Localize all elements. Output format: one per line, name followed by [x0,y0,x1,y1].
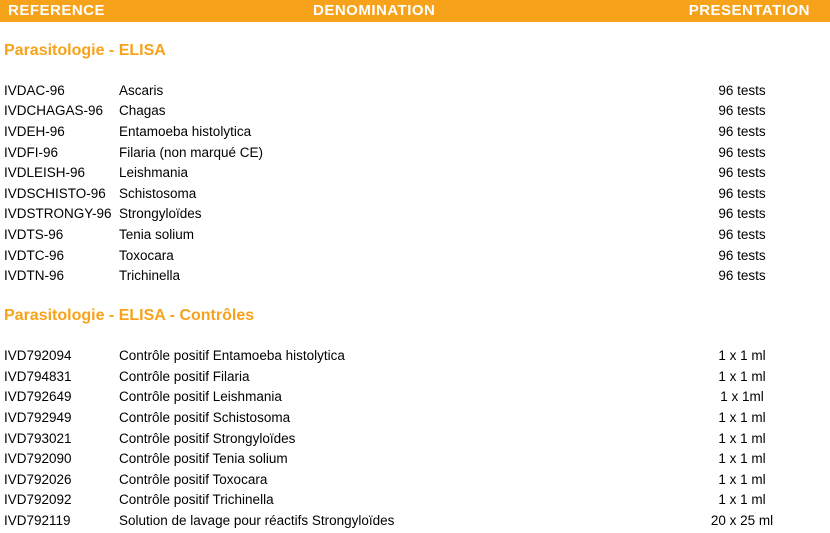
row-denomination: Contrôle positif Schistosoma [119,410,291,425]
row-denomination: Entamoeba histolytica [119,124,252,139]
row-reference: IVDFI-96 [4,145,59,160]
row-presentation: 96 tests [718,83,766,98]
row-reference: IVDSTRONGY-96 [4,206,112,221]
table-row [0,83,830,103]
row-presentation: 96 tests [718,124,766,139]
table-row [0,145,830,165]
row-reference: IVD794831 [4,369,72,384]
row-denomination: Toxocara [119,248,174,263]
row-presentation: 96 tests [718,248,766,263]
row-denomination: Contrôle positif Toxocara [119,472,268,487]
section-title-controles: Parasitologie - ELISA - Contrôles [4,307,255,324]
row-presentation: 1 x 1 ml [718,472,766,487]
row-reference: IVD792026 [4,472,72,487]
row-denomination: Strongyloïdes [119,206,202,221]
row-reference: IVD792649 [4,389,72,404]
row-reference: IVD792092 [4,492,72,507]
table-row [0,472,830,492]
table-header [0,0,830,22]
row-presentation: 96 tests [718,186,766,201]
table-row [0,410,830,430]
row-presentation: 1 x 1 ml [718,451,766,466]
row-presentation: 96 tests [718,103,766,118]
row-reference: IVD792949 [4,410,72,425]
section-title-elisa: Parasitologie - ELISA [4,42,166,59]
table-row [0,248,830,268]
row-presentation: 1 x 1 ml [718,348,766,363]
row-reference: IVDTC-96 [4,248,65,263]
row-denomination: Contrôle positif Filaria [119,369,250,384]
row-reference: IVDEH-96 [4,124,65,139]
row-reference: IVD792090 [4,451,72,466]
row-denomination: Schistosoma [119,186,197,201]
row-reference: IVDTS-96 [4,227,64,242]
row-reference: IVD792119 [4,513,71,528]
table-row [0,389,830,409]
table-row [0,369,830,389]
row-presentation: 1 x 1 ml [718,492,766,507]
table-row [0,492,830,512]
row-presentation: 20 x 25 ml [710,513,774,528]
row-reference: IVD793021 [4,431,72,446]
row-denomination: Tenia solium [119,227,195,242]
table-row [0,206,830,226]
row-presentation: 1 x 1 ml [718,369,766,384]
table-row [0,431,830,451]
row-denomination: Filaria (non marqué CE) [119,145,264,160]
row-denomination: Contrôle positif Entamoeba histolytica [119,348,345,363]
row-presentation: 1 x 1 ml [718,431,766,446]
row-presentation: 96 tests [718,145,766,160]
table-row [0,165,830,185]
table-row [0,268,830,288]
row-denomination: Contrôle positif Leishmania [119,389,282,404]
table-row [0,451,830,471]
row-denomination: Leishmania [119,165,189,180]
header-reference: REFERENCE [8,2,106,19]
row-reference: IVDCHAGAS-96 [4,103,104,118]
row-presentation: 96 tests [718,165,766,180]
table-row [0,227,830,247]
row-reference: IVDTN-96 [4,268,65,283]
table-row [0,348,830,368]
header-denomination: DENOMINATION [313,2,436,19]
row-denomination: Contrôle positif Strongyloïdes [119,431,296,446]
row-reference: IVD792094 [4,348,72,363]
row-denomination: Ascaris [119,83,164,98]
row-denomination: Chagas [119,103,166,118]
table-row [0,103,830,123]
table-row [0,124,830,144]
header-presentation: PRESENTATION [688,2,810,19]
row-denomination: Solution de lavage pour réactifs Strongyloïdes [119,513,395,528]
row-presentation: 96 tests [718,206,766,221]
row-presentation: 1 x 1 ml [718,410,766,425]
row-presentation: 1 x 1ml [720,389,764,404]
row-denomination: Contrôle positif Tenia solium [119,451,288,466]
row-reference: IVDSCHISTO-96 [4,186,106,201]
row-denomination: Trichinella [119,268,181,283]
row-denomination: Contrôle positif Trichinella [119,492,274,507]
row-reference: IVDLEISH-96 [4,165,86,180]
table-row [0,186,830,206]
row-presentation: 96 tests [718,268,766,283]
row-presentation: 96 tests [718,227,766,242]
table-row [0,513,830,533]
row-reference: IVDAC-96 [4,83,65,98]
